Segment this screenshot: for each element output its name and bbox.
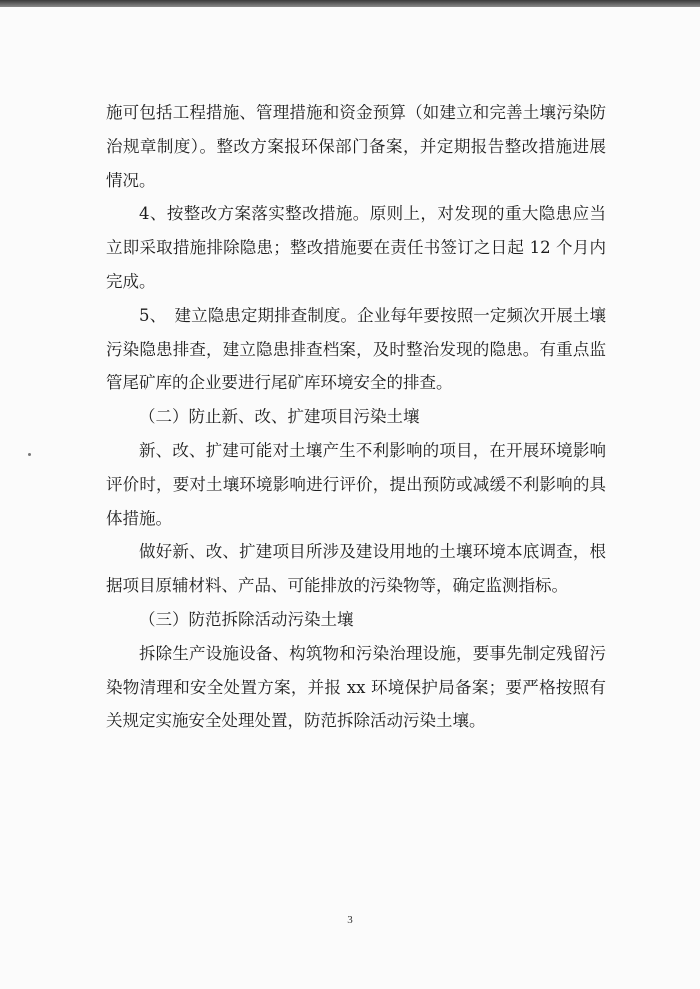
scan-speck	[28, 453, 31, 456]
document-body	[106, 96, 606, 738]
paragraph-item-4: 4、按整改方案落实整改措施。原则上，对发现的重大隐患应当立即采取措施排除隐患；整改措施要在责任书签订之日起 12 个月内完成。	[106, 204, 606, 291]
paragraph-new-projects: 新、改、扩建可能对土壤产生不利影响的项目，在开展环境影响评价时，要对土壤环境影响进行评价，提出预防或减缓不利影响的具体措施。	[106, 440, 606, 528]
section-heading-3: （三）防范拆除活动污染土壤	[139, 609, 354, 629]
paragraph-item-5: 5、 建立隐患定期排查制度。企业每年要按照一定频次开展土壤污染隐患排查，建立隐患排查档案，及时整治发现的隐患。有重点监管尾矿库的企业要进行尾矿库环境安全的排查。	[106, 305, 606, 393]
paragraph-baseline-survey: 做好新、改、扩建项目所涉及建设用地的土壤环境本底调查，根据项目原辅材料、产品、可能排放的污染物等，确定监测指标。	[106, 542, 606, 596]
paragraph-demolition: 拆除生产设施设备、构筑物和污染治理设施，要事先制定残留污染物清理和安全处置方案，并报 xx 环境保护局备案；要严格按照有关规定实施安全处理处置，防范拆除活动污染土壤。	[106, 643, 606, 731]
section-heading-2: （二）防止新、改、扩建项目污染土壤	[139, 407, 420, 427]
scan-top-edge	[0, 0, 700, 7]
page-number: 3	[347, 914, 353, 926]
paragraph-continuation: 施可包括工程措施、管理措施和资金预算（如建立和完善土壤污染防治规章制度）。整改方案报环保部门备案，并定期报告整改措施进展情况。	[106, 103, 606, 190]
